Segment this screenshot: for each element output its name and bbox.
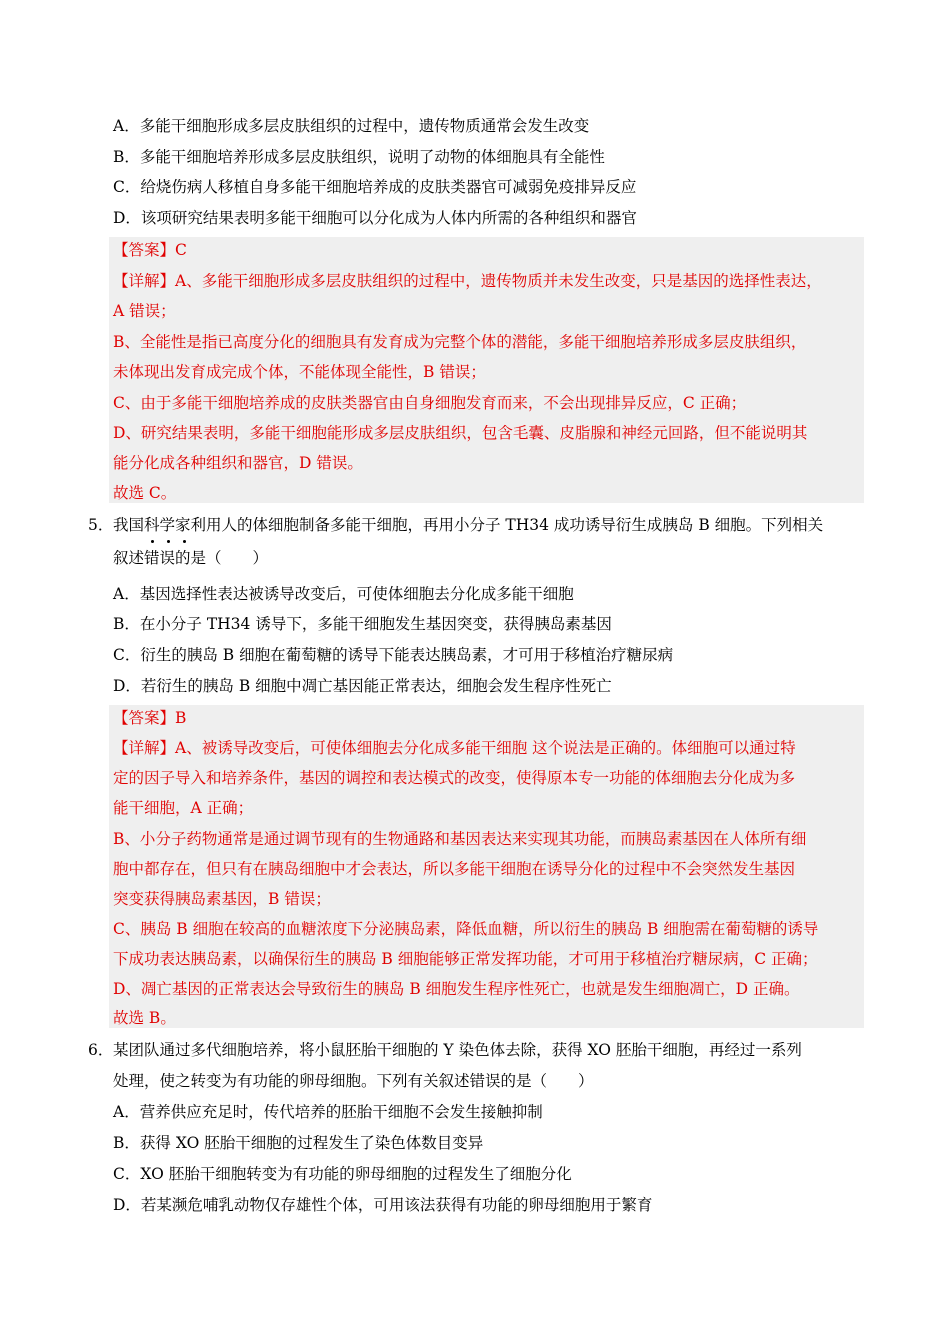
q4-answer-label: 【答案】C — [113, 241, 187, 259]
emphasis-dot — [183, 540, 186, 543]
q4-option-a: A．多能干细胞形成多层皮肤组织的过程中，遗传物质通常会发生改变 — [113, 117, 590, 135]
q5-option-d: D．若衍生的胰岛 B 细胞中凋亡基因能正常表达，细胞会发生程序性死亡 — [113, 677, 612, 695]
q4-explanation-line: B、全能性是指已高度分化的细胞具有发育成为完整个体的潜能，多能干细胞培养形成多层皮肤组织， — [113, 333, 807, 351]
emphasis-dot — [167, 540, 170, 543]
q5-explanation-line: C、胰岛 B 细胞在较高的血糖浓度下分泌胰岛素，降低血糖，所以衍生的胰岛 B 细胞需在葡萄糖的诱导 — [113, 920, 819, 938]
q5-answer-block — [109, 705, 864, 1028]
q4-option-b: B．多能干细胞培养形成多层皮肤组织，说明了动物的体细胞具有全能性 — [113, 148, 605, 166]
q5-explanation-line: 能干细胞，A 正确； — [113, 799, 254, 817]
q4-explanation-line: D、研究结果表明，多能干细胞能形成多层皮肤组织，包含毛囊、皮脂腺和神经元回路，但不能说明其 — [113, 424, 808, 442]
q4-explanation-line: 未体现出发育成完成个体，不能体现全能性，B 错误； — [113, 363, 486, 381]
q5-stem-line: 我国科学家利用人的体细胞制备多能干细胞，再用小分子 TH34 成功诱导衍生成胰岛 B 细胞。下列相关 — [113, 516, 824, 534]
q5-explanation-line: 胞中都存在，但只有在胰岛细胞中才会表达，所以多能干细胞在诱导分化的过程中不会突然发生基因 — [113, 860, 796, 878]
q4-explanation-line: A 错误； — [113, 302, 176, 320]
q5-explanation-line: 【详解】A、被诱导改变后，可使体细胞去分化成多能干细胞 这个说法是正确的。体细胞可以通过特 — [113, 739, 796, 757]
q6-stem-line: 某团队通过多代细胞培养，将小鼠胚胎干细胞的 Y 染色体去除，获得 XO 胚胎干细胞，再经过一系列 — [113, 1041, 802, 1059]
q6-option-a: A．营养供应充足时，传代培养的胚胎干细胞不会发生接触抑制 — [113, 1103, 543, 1121]
q4-option-d: D．该项研究结果表明多能干细胞可以分化成为人体内所需的各种组织和器官 — [113, 209, 637, 227]
q4-explanation-line: C、由于多能干细胞培养成的皮肤类器官由自身细胞发育而来，不会出现排异反应，C 正确； — [113, 394, 747, 412]
q5-explanation-line: B、小分子药物通常是通过调节现有的生物通路和基因表达来实现其功能，而胰岛素基因在人体所有细 — [113, 830, 807, 848]
q5-option-c: C．衍生的胰岛 B 细胞在葡萄糖的诱导下能表达胰岛素，才可用于移植治疗糖尿病 — [113, 646, 674, 664]
q5-explanation-line: 突变获得胰岛素基因，B 错误； — [113, 890, 331, 908]
q5-explanation-line: 下成功表达胰岛素，以确保衍生的胰岛 B 细胞能够正常发挥功能，才可用于移植治疗糖尿病，C 正确； — [113, 950, 818, 968]
q6-option-d: D．若某濒危哺乳动物仅存雄性个体，可用该法获得有功能的卵母细胞用于繁育 — [113, 1196, 653, 1214]
q6-stem-line: 处理，使之转变为有功能的卵母细胞。下列有关叙述错误的是（ ） — [113, 1072, 594, 1090]
q4-explanation-line: 能分化成各种组织和器官，D 错误。 — [113, 454, 363, 472]
q4-answer-block — [109, 237, 864, 503]
q4-option-c: C．给烧伤病人移植自身多能干细胞培养成的皮肤类器官可减弱免疫排异反应 — [113, 178, 637, 196]
q4-conclusion: 故选 C。 — [113, 484, 177, 502]
q6-option-b: B．获得 XO 胚胎干细胞的过程发生了染色体数目变异 — [113, 1134, 484, 1152]
q5-stem-line: 叙述错误的是（ ） — [113, 549, 269, 567]
q5-number: 5． — [88, 516, 114, 534]
q6-option-c: C．XO 胚胎干细胞转变为有功能的卵母细胞的过程发生了细胞分化 — [113, 1165, 572, 1183]
q5-answer-label: 【答案】B — [113, 709, 187, 727]
q5-explanation-line: D、凋亡基因的正常表达会导致衍生的胰岛 B 细胞发生程序性死亡，也就是发生细胞凋亡，D 正确。 — [113, 980, 800, 998]
q5-option-b: B．在小分子 TH34 诱导下，多能干细胞发生基因突变，获得胰岛素基因 — [113, 615, 612, 633]
q6-number: 6． — [88, 1041, 114, 1059]
q4-explanation-line: 【详解】A、多能干细胞形成多层皮肤组织的过程中，遗传物质并未发生改变，只是基因的选择性表达， — [113, 272, 822, 290]
q5-option-a: A．基因选择性表达被诱导改变后，可使体细胞去分化成多能干细胞 — [113, 585, 574, 603]
q5-explanation-line: 定的因子导入和培养条件，基因的调控和表达模式的改变，使得原本专一功能的体细胞去分化成为多 — [113, 769, 796, 787]
q5-conclusion: 故选 B。 — [113, 1009, 176, 1027]
emphasis-dot — [151, 540, 154, 543]
